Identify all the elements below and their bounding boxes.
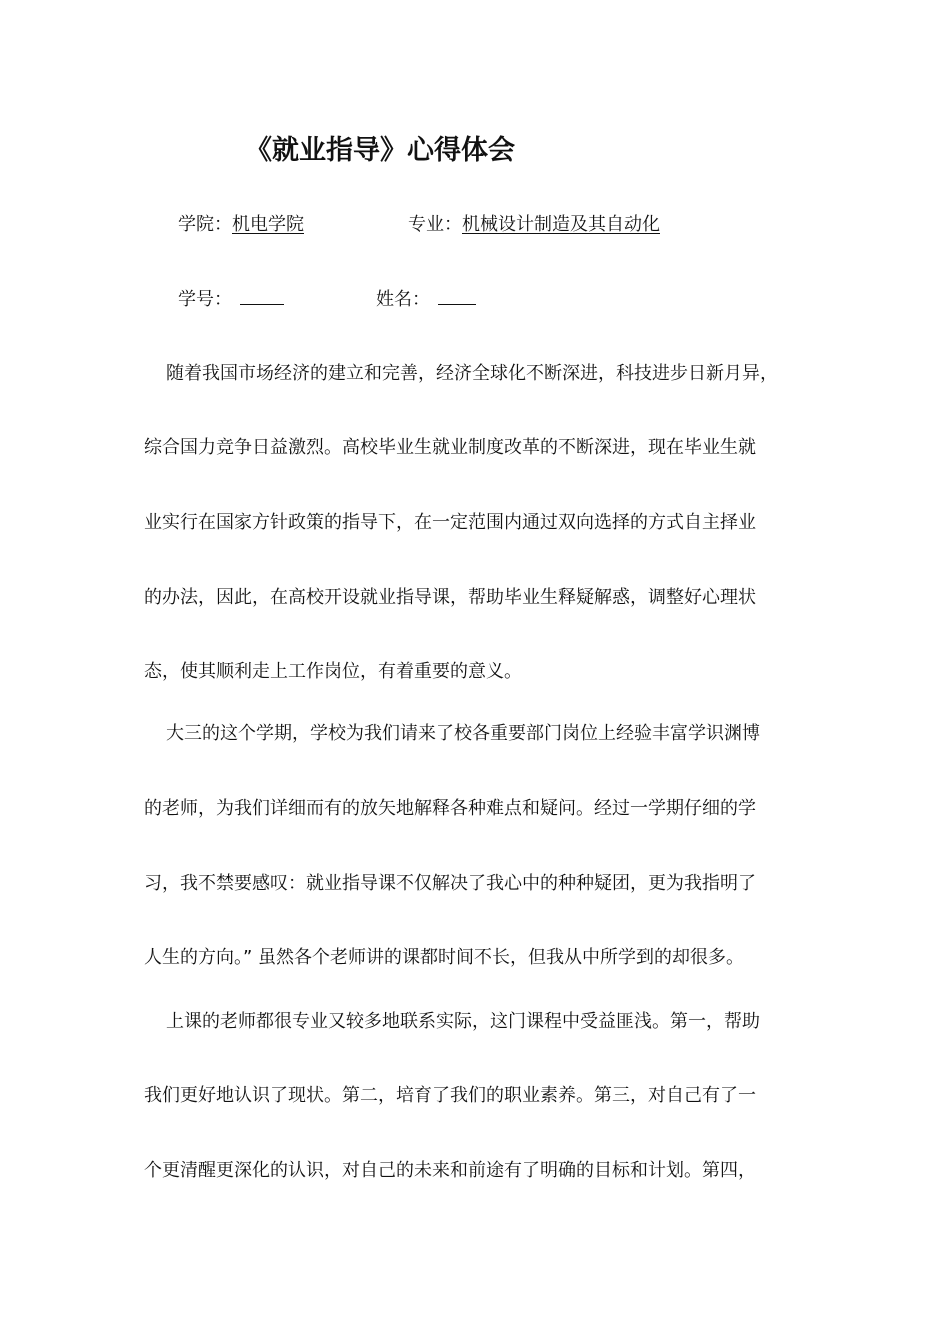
document-title: 《就业指导》心得体会	[245, 135, 515, 166]
paragraph-3-line-1: 上课的老师都很专业又较多地联系实际，这门课程中受益匪浅。第一，帮助	[166, 1011, 760, 1032]
student-id-field	[178, 286, 284, 314]
paragraph-2-line-4: 人生的方向。” 虽然各个老师讲的课都时间不长，但我从中所学到的却很多。	[144, 947, 745, 968]
major-value: 机械设计制造及其自动化	[462, 214, 660, 235]
paragraph-2-line-1: 大三的这个学期，学校为我们请来了校各重要部门岗位上经验丰富学识渊博	[166, 723, 760, 744]
paragraph-1-line-3: 业实行在国家方针政策的指导下，在一定范围内通过双向选择的方式自主择业	[144, 512, 756, 533]
paragraph-3-line-2: 我们更好地认识了现状。第二，培育了我们的职业素养。第三，对自己有了一	[144, 1085, 756, 1106]
paragraph-1-line-1: 随着我国市场经济的建立和完善，经济全球化不断深进，科技进步日新月异，	[166, 363, 778, 384]
paragraph-3-line-3: 个更清醒更深化的认识，对自己的未来和前途有了明确的目标和计划。第四，	[144, 1160, 756, 1181]
name-label: 姓名：	[376, 289, 430, 310]
paragraph-1-line-4: 的办法，因此，在高校开设就业指导课，帮助毕业生释疑解惑，调整好心理状	[144, 587, 756, 608]
name-blank	[438, 286, 476, 305]
major-field	[408, 211, 660, 239]
major-label: 专业：	[408, 214, 462, 235]
student-id-label: 学号：	[178, 289, 232, 310]
paragraph-2-line-2: 的老师，为我们详细而有的放矢地解释各种难点和疑问。经过一学期仔细的学	[144, 798, 756, 819]
paragraph-2-line-3: 习，我不禁要感叹：就业指导课不仅解决了我心中的种种疑团，更为我指明了	[144, 873, 756, 894]
college-field	[178, 211, 304, 239]
college-label: 学院：	[178, 214, 232, 235]
student-id-blank	[240, 286, 284, 305]
paragraph-1-line-2: 综合国力竞争日益激烈。高校毕业生就业制度改革的不断深进，现在毕业生就	[144, 437, 756, 458]
college-value: 机电学院	[232, 214, 304, 235]
name-field	[376, 286, 476, 314]
paragraph-1-line-5: 态，使其顺利走上工作岗位，有着重要的意义。	[144, 661, 522, 682]
